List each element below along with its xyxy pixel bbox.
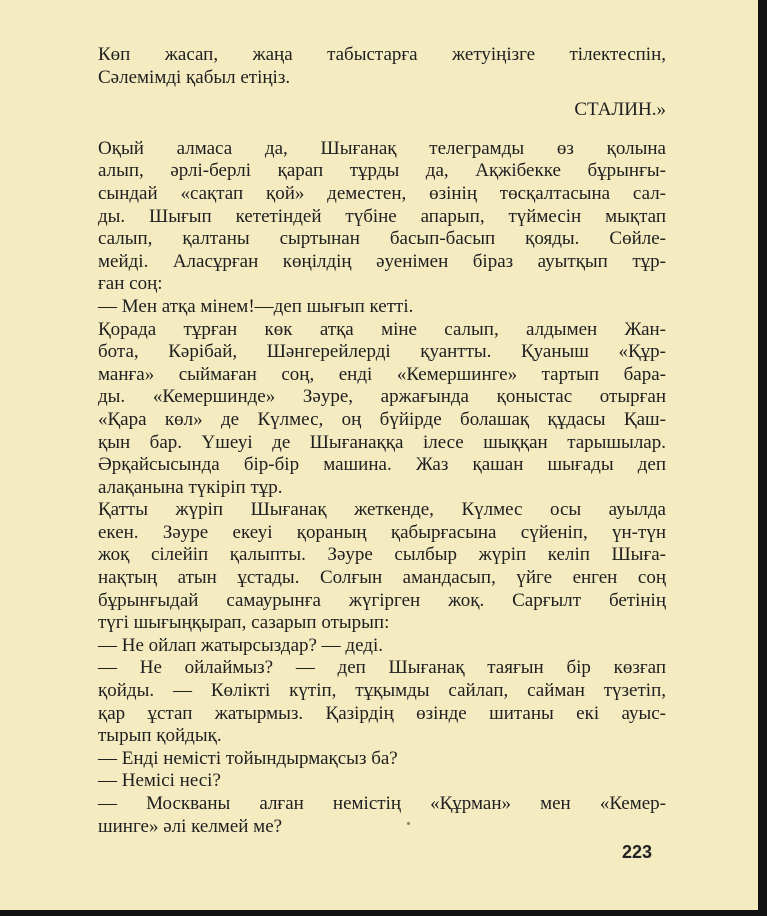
text-line: түгі шығыңқырап, сазарып отырып: <box>98 612 390 634</box>
closing-line-2: Сәлемімді қабыл етіңіз. <box>98 66 291 88</box>
text-line: манға» сыймаған соң, енді «Кемершинге» тартып бара- <box>98 363 666 385</box>
text-line: алып, әрлі-берлі қарап тұрды да, Ақжібекке бұрынғы- <box>98 160 666 182</box>
text-line: — Мен атқа мінем!—деп шығып кетті. <box>98 295 414 317</box>
text-line: жоқ сілейіп қалыпты. Зәуре сылбыр жүріп келіп Шыға- <box>98 544 666 566</box>
text-line: тырып қойдық. <box>98 725 222 747</box>
text-line: қойды. — Көлікті күтіп, тұқымды сайлап, сайман түзетіп, <box>98 680 666 702</box>
text-line: алақанына түкіріп тұр. <box>98 476 283 498</box>
text-line: ды. Шығып кететіндей түбіне апарып, түймесін мықтап <box>98 205 666 227</box>
text-line: — Енді немісті тойындырмақсыз ба? <box>98 747 398 769</box>
text-line: Әрқайсысында бір-бір машина. Жаз қашан шығады деп <box>98 454 666 476</box>
text-line: қын бар. Үшеуі де Шығанаққа ілесе шыққан тарышылар. <box>98 431 666 453</box>
text-line: Қатты жүріп Шығанақ жеткенде, Күлмес осы ауылда <box>98 499 666 521</box>
text-line: — Москваны алған немістің «Құрман» мен «Кемер- <box>98 793 666 814</box>
text-line: ды. «Кемершинде» Зәуре, аржағында қоныстас отырған <box>98 386 666 408</box>
closing-line-1: Көп жасап, жаңа табыстарға жетуіңізге тілектеспін, <box>98 44 666 65</box>
text-line: нақтың атын ұстады. Солғын амандасып, үйге енген соң <box>98 567 666 589</box>
signature: СТАЛИН.» <box>574 99 666 121</box>
text-line: ған соң: <box>98 273 163 295</box>
page-text <box>98 44 666 838</box>
text-line: — Не ойлап жатырсыздар? — деді. <box>98 634 383 656</box>
text-line: Оқый алмаса да, Шығанақ телеграмды өз қолына <box>98 137 666 159</box>
print-speck <box>407 822 410 825</box>
text-line: салып, қалтаны сыртынан басып-басып қояды. Сөйле- <box>98 228 666 250</box>
text-line: — Немісі несі? <box>98 770 221 792</box>
text-line: — Не ойлаймыз? — деп Шығанақ таяғын бір көзғап <box>98 657 666 679</box>
text-line: бұрынғыдай самаурынға жүгірген жоқ. Сарғылт бетінің <box>98 589 666 611</box>
text-line: Қорада тұрған көк атқа міне салып, алдымен Жан- <box>98 318 666 340</box>
text-line: мейді. Аласұрған көңілдің әуенімен біраз ауытқып тұр- <box>98 250 666 272</box>
text-line: сындай «сақтап қой» деместен, өзінің төсқалтасына сал- <box>98 182 666 204</box>
text-line: бота, Кәрібай, Шәнгерейлерді қуантты. Қуаныш «Құр- <box>98 341 666 363</box>
text-line: қар ұстап жатырмыз. Қазірдің өзінде шитаны екі ауыс- <box>98 702 666 724</box>
text-line: шинге» әлі келмей ме? <box>98 815 283 837</box>
page-number: 223 <box>622 842 653 862</box>
text-line: «Қара көл» де Күлмес, оң бүйірде болашақ құдасы Қаш- <box>98 408 666 430</box>
text-line: екен. Зәуре екеуі қораның қабырғасына сүйеніп, үн-түн <box>98 521 666 543</box>
